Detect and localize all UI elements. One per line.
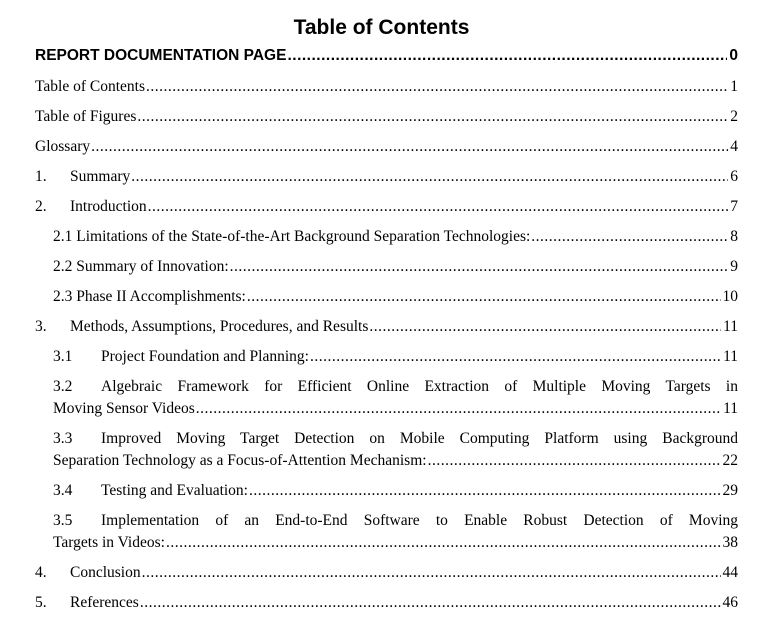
leader-dots: [287, 45, 727, 67]
toc-entry-text: Summary: [70, 168, 131, 185]
toc-page-number: 7: [730, 198, 738, 215]
toc-page-number: 9: [730, 258, 738, 275]
toc-page-number: 44: [722, 564, 738, 581]
toc-entry-text: Glossary: [35, 138, 91, 155]
toc-entry-text: Project Foundation and Planning:: [101, 348, 309, 365]
toc-entry-text: Improved Moving Target Detection on Mobile Computing Platform using Background: [101, 430, 738, 447]
leader-dots: [148, 196, 729, 218]
toc-page-number: 38: [722, 534, 738, 551]
leader-dots: [131, 166, 728, 188]
leader-dots: [249, 480, 721, 502]
toc-entry-implementation[interactable]: [53, 510, 738, 554]
toc-entry-algebraic-framework[interactable]: [53, 376, 738, 420]
page-title: Table of Contents: [293, 16, 470, 39]
toc-entry-text-continued: Targets in Videos:: [53, 534, 165, 551]
toc-entry-text: Methods, Assumptions, Procedures, and Results: [70, 318, 369, 335]
toc-page-number: 8: [730, 228, 738, 245]
toc-entry-text: Implementation of an End-to-End Software to Enable Robust Detection of Moving: [101, 512, 738, 529]
toc-entry-text: Table of Figures: [35, 108, 137, 125]
toc-entry-text: Introduction: [70, 198, 147, 215]
leader-dots: [196, 398, 721, 420]
toc-entry-first-line: [53, 376, 738, 398]
toc-entry-text: References: [70, 594, 139, 611]
leader-dots: [310, 346, 721, 368]
toc-page-number: 29: [722, 482, 738, 499]
section-number: 1.: [35, 168, 47, 185]
toc-entry-text: 2.3 Phase II Accomplishments:: [53, 288, 246, 305]
section-number: 4.: [35, 564, 47, 581]
toc-entry-testing-and-evaluation[interactable]: [53, 480, 738, 502]
toc-entry-glossary[interactable]: [35, 136, 738, 158]
toc-page-number: 11: [723, 400, 738, 417]
toc-page-number: 1: [730, 78, 738, 95]
toc-page-number: 22: [722, 452, 738, 469]
toc-entry-text: 2.2 Summary of Innovation:: [53, 258, 229, 275]
section-number: 3.5: [53, 512, 73, 529]
leader-dots: [531, 226, 728, 248]
toc-entry-phase-ii-accomplishments[interactable]: [53, 286, 738, 308]
toc-entry-summary[interactable]: [35, 166, 738, 188]
toc-page-number: 2: [730, 108, 738, 125]
toc-entry-text: Algebraic Framework for Efficient Online Extraction of Multiple Moving Targets in: [101, 378, 738, 395]
toc-entry-summary-of-innovation[interactable]: [53, 256, 738, 278]
leader-dots: [137, 106, 728, 128]
section-number: 2.: [35, 198, 47, 215]
leader-dots: [247, 286, 721, 308]
section-number: 3.2: [53, 378, 73, 395]
toc-entry-table-of-figures[interactable]: [35, 106, 738, 128]
toc-entry-conclusion[interactable]: [35, 562, 738, 584]
toc-entry-text: Conclusion: [70, 564, 141, 581]
section-number: 3.4: [53, 482, 73, 499]
section-number: 3.3: [53, 430, 73, 447]
leader-dots: [166, 532, 721, 554]
section-number: 3.: [35, 318, 47, 335]
toc-entry-text-continued: Separation Technology as a Focus-of-Attention Mechanism:: [53, 452, 427, 469]
toc-entry-improved-moving-target-detection[interactable]: [53, 428, 738, 472]
section-number: 3.1: [53, 348, 73, 365]
toc-entry-report-documentation-page[interactable]: [35, 45, 738, 67]
toc-entry-limitations[interactable]: [53, 226, 738, 248]
toc-page-number: 11: [723, 318, 738, 335]
toc-page-number: 10: [722, 288, 738, 305]
toc-entry-first-line: [53, 428, 738, 450]
leader-dots: [146, 76, 728, 98]
section-number: 5.: [35, 594, 47, 611]
toc-page-number: 0: [729, 47, 738, 64]
leader-dots: [369, 316, 721, 338]
toc-entry-methods[interactable]: [35, 316, 738, 338]
toc-page-number: 6: [730, 168, 738, 185]
toc-page-number: 4: [730, 138, 738, 155]
leader-dots: [428, 450, 721, 472]
toc-page-number: 46: [722, 594, 738, 611]
toc-entry-text: 2.1 Limitations of the State-of-the-Art Background Separation Technologies:: [53, 228, 531, 245]
leader-dots: [142, 562, 721, 584]
toc-page-number: 11: [723, 348, 738, 365]
toc-entry-references[interactable]: [35, 592, 738, 614]
toc-entry-text: Table of Contents: [35, 78, 145, 95]
toc-entry-text-continued: Moving Sensor Videos: [53, 400, 195, 417]
toc-entry-project-foundation[interactable]: [53, 346, 738, 368]
toc-entry-first-line: [53, 510, 738, 532]
leader-dots: [140, 592, 721, 614]
leader-dots: [91, 136, 728, 158]
toc-entry-text: Testing and Evaluation:: [101, 482, 248, 499]
toc-entry-text: REPORT DOCUMENTATION PAGE: [35, 47, 287, 64]
leader-dots: [230, 256, 729, 278]
toc-entry-introduction[interactable]: [35, 196, 738, 218]
toc-entry-table-of-contents[interactable]: [35, 76, 738, 98]
